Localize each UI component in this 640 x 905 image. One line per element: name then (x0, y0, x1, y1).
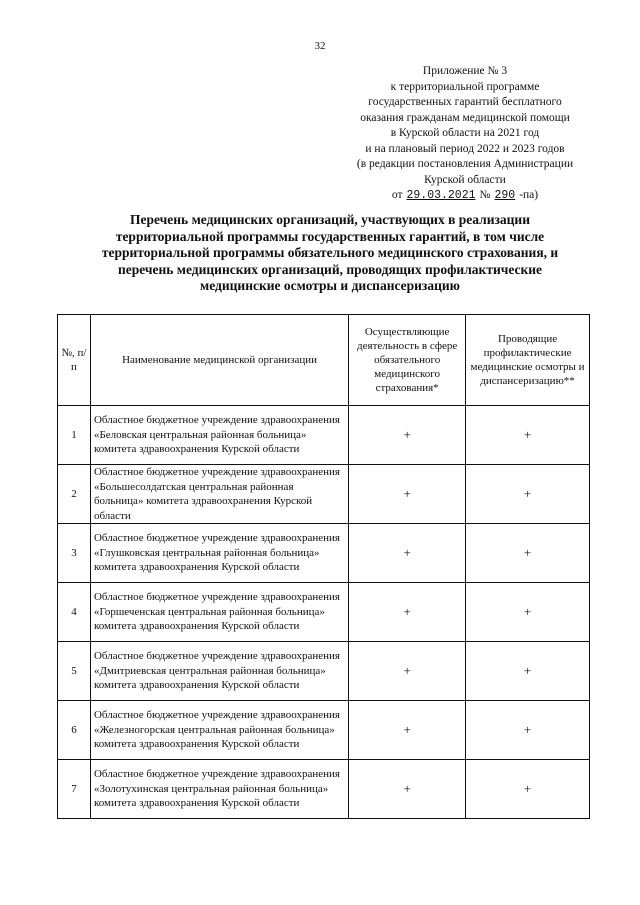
number-prefix: № (479, 189, 491, 201)
appendix-line: оказания гражданам медицинской помощи (360, 111, 570, 124)
row-preventive-mark: + (466, 465, 590, 524)
organizations-table (57, 314, 590, 819)
table-row (58, 760, 590, 819)
table-row (58, 524, 590, 583)
page-number: 32 (314, 40, 326, 52)
appendix-line: государственных гарантий бесплатного (368, 96, 562, 108)
row-organization-name: Областное бюджетное учреждение здравоохранения «Железногорская центральная районная больница» комитета здравоохранения Курской области (90, 701, 348, 760)
appendix-line: (в редакции постановления Администрации (356, 158, 574, 170)
row-organization-name: Областное бюджетное учреждение здравоохранения «Большесолдатская центральная районная больница» комитета здравоохранения Курской области (90, 465, 348, 524)
table-row (58, 642, 590, 701)
row-oms-mark: + (349, 642, 466, 701)
appendix-block (330, 64, 600, 204)
row-organization-name: Областное бюджетное учреждение здравоохранения «Беловская центральная районная больница» комитета здравоохранения Курской области (90, 406, 348, 465)
row-oms-mark: + (349, 701, 466, 760)
from-prefix: от (391, 189, 403, 201)
row-preventive-mark: + (466, 642, 590, 701)
document-title: Перечень медицинских организаций, участвующих в реализации территориальной программы государственных гарантий, в том числе территориальной программы обязательного медицинского страхования, и перечень медицинских организаций, проводящих профилактические медицинские осмотры и диспансеризацию (101, 212, 559, 293)
table-row (58, 465, 590, 524)
row-number: 1 (58, 406, 91, 465)
resolution-number: 290 (494, 189, 516, 202)
row-number: 6 (58, 701, 91, 760)
row-preventive-mark: + (466, 701, 590, 760)
appendix-line: в Курской области на 2021 год (390, 127, 540, 139)
row-oms-mark: + (349, 406, 466, 465)
header-organization-name: Наименование медицинской организации (90, 315, 348, 406)
row-organization-name: Областное бюджетное учреждение здравоохранения «Горшеченская центральная районная больница» комитета здравоохранения Курской области (90, 583, 348, 642)
row-preventive-mark: + (466, 760, 590, 819)
appendix-line: к территориальной программе (390, 80, 540, 93)
row-number: 2 (58, 465, 91, 524)
row-number: 5 (58, 642, 91, 701)
row-number: 4 (58, 583, 91, 642)
header-oms: Осуществляющие деятельность в сфере обязательного медицинского страхования* (349, 315, 466, 406)
appendix-line: Приложение № 3 (422, 65, 508, 77)
row-oms-mark: + (349, 524, 466, 583)
row-oms-mark: + (349, 465, 466, 524)
resolution-date: 29.03.2021 (406, 189, 476, 202)
row-organization-name: Областное бюджетное учреждение здравоохранения «Дмитриевская центральная районная больница» комитета здравоохранения Курской области (90, 642, 348, 701)
header-number: №, п/п (58, 315, 91, 406)
row-number: 3 (58, 524, 91, 583)
appendix-line: и на плановый период 2022 и 2023 годов (365, 142, 565, 155)
table-row (58, 583, 590, 642)
resolution-suffix: -па) (519, 189, 539, 201)
resolution-reference (330, 188, 600, 204)
header-preventive: Проводящие профилактические медицинские осмотры и диспансеризацию** (466, 315, 590, 406)
row-preventive-mark: + (466, 583, 590, 642)
table-row (58, 406, 590, 465)
appendix-line: Курской области (424, 173, 506, 186)
row-oms-mark: + (349, 583, 466, 642)
row-organization-name: Областное бюджетное учреждение здравоохранения «Глушковская центральная районная больница» комитета здравоохранения Курской области (90, 524, 348, 583)
row-organization-name: Областное бюджетное учреждение здравоохранения «Золотухинская центральная районная больница» комитета здравоохранения Курской области (90, 760, 348, 819)
table-header-row (58, 315, 590, 406)
row-preventive-mark: + (466, 524, 590, 583)
table-row (58, 701, 590, 760)
row-number: 7 (58, 760, 91, 819)
row-preventive-mark: + (466, 406, 590, 465)
row-oms-mark: + (349, 760, 466, 819)
